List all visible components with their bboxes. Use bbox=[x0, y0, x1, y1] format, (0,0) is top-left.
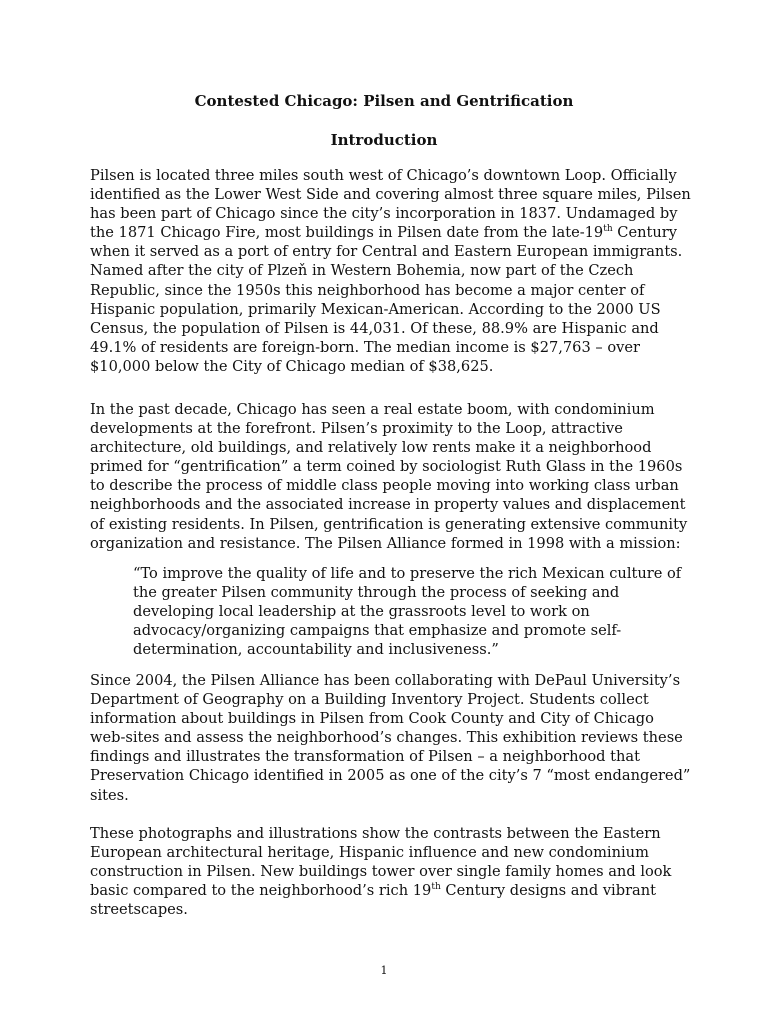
paragraph-depaul bbox=[90, 671, 691, 805]
text-line: European architectural heritage, Hispanic influence and new condominium bbox=[90, 844, 649, 862]
text-line: when it served as a port of entry for Central and Eastern European immigrants. bbox=[90, 243, 683, 261]
text-line: primed for “gentrification” a term coined by sociologist Ruth Glass in the 1960s bbox=[90, 458, 683, 476]
superscript: th bbox=[603, 224, 613, 235]
text-line: Hispanic population, primarily Mexican-American. According to the 2000 US bbox=[90, 300, 661, 318]
text-line: determination, accountability and inclusiveness.” bbox=[133, 641, 499, 659]
text-line: the 1871 Chicago Fire, most buildings in Pilsen date from the late-19th Century bbox=[90, 224, 677, 242]
paragraph-gentrification bbox=[90, 400, 688, 553]
paragraph-intro bbox=[90, 166, 691, 376]
text-line: architecture, old buildings, and relatively low rents make it a neighborhood bbox=[90, 439, 652, 457]
text-line: 49.1% of residents are foreign-born. The median income is $27,763 – over bbox=[90, 338, 640, 356]
text-line: organization and resistance. The Pilsen Alliance formed in 1998 with a mission: bbox=[90, 534, 681, 552]
superscript: th bbox=[431, 882, 441, 893]
text-line: Department of Geography on a Building Inventory Project. Students collect bbox=[90, 691, 649, 709]
text-line: These photographs and illustrations show the contrasts between the Eastern bbox=[90, 825, 661, 842]
text-line: “To improve the quality of life and to preserve the rich Mexican culture of bbox=[133, 565, 682, 582]
text-line: identified as the Lower West Side and covering almost three square miles, Pilsen bbox=[90, 186, 691, 204]
text-line: Pilsen is located three miles south west of Chicago’s downtown Loop. Officially bbox=[90, 167, 677, 184]
text-line: Named after the city of Plzeň in Western Bohemia, now part of the Czech bbox=[90, 262, 634, 280]
text-line: Preservation Chicago identified in 2005 as one of the city’s 7 “most endangered” bbox=[90, 767, 691, 785]
text-line: $10,000 below the City of Chicago median of $38,625. bbox=[90, 357, 494, 375]
text-line: Republic, since the 1950s this neighborhood has become a major center of bbox=[90, 281, 645, 299]
document-title: Contested Chicago: Pilsen and Gentrification bbox=[194, 92, 574, 110]
text-line: the greater Pilsen community through the process of seeking and bbox=[133, 584, 620, 602]
text-line: of existing residents. In Pilsen, gentrification is generating extensive community bbox=[90, 515, 688, 533]
section-heading: Introduction bbox=[330, 131, 438, 149]
text-line: findings and illustrates the transformation of Pilsen – a neighborhood that bbox=[90, 748, 640, 766]
text-line: advocacy/organizing campaigns that emphasize and promote self- bbox=[133, 622, 622, 640]
page-number: 1 bbox=[380, 964, 388, 977]
text-line: has been part of Chicago since the city’s incorporation in 1837. Undamaged by bbox=[90, 205, 678, 223]
text-line: information about buildings in Pilsen from Cook County and City of Chicago bbox=[90, 710, 654, 728]
text-line: sites. bbox=[90, 786, 129, 804]
text-line: web-sites and assess the neighborhood’s changes. This exhibition reviews these bbox=[90, 729, 683, 747]
text-line: construction in Pilsen. New buildings tower over single family homes and look bbox=[90, 863, 672, 881]
text-line: to describe the process of middle class people moving into working class urban bbox=[90, 477, 679, 495]
text-line: basic compared to the neighborhood’s rich 19th Century designs and vibrant bbox=[90, 882, 657, 900]
text-line: streetscapes. bbox=[90, 901, 188, 919]
text-line: Since 2004, the Pilsen Alliance has been collaborating with DePaul University’s bbox=[90, 672, 681, 689]
paragraph-photographs bbox=[90, 824, 680, 919]
text-line: developments at the forefront. Pilsen’s proximity to the Loop, attractive bbox=[90, 420, 623, 438]
text-line: neighborhoods and the associated increase in property values and displacement bbox=[90, 496, 686, 514]
text-line: Census, the population of Pilsen is 44,031. Of these, 88.9% are Hispanic and bbox=[90, 319, 659, 337]
text-line: developing local leadership at the grassroots level to work on bbox=[133, 603, 590, 621]
text-line: In the past decade, Chicago has seen a real estate boom, with condominium bbox=[90, 401, 655, 418]
mission-quote bbox=[133, 564, 693, 659]
